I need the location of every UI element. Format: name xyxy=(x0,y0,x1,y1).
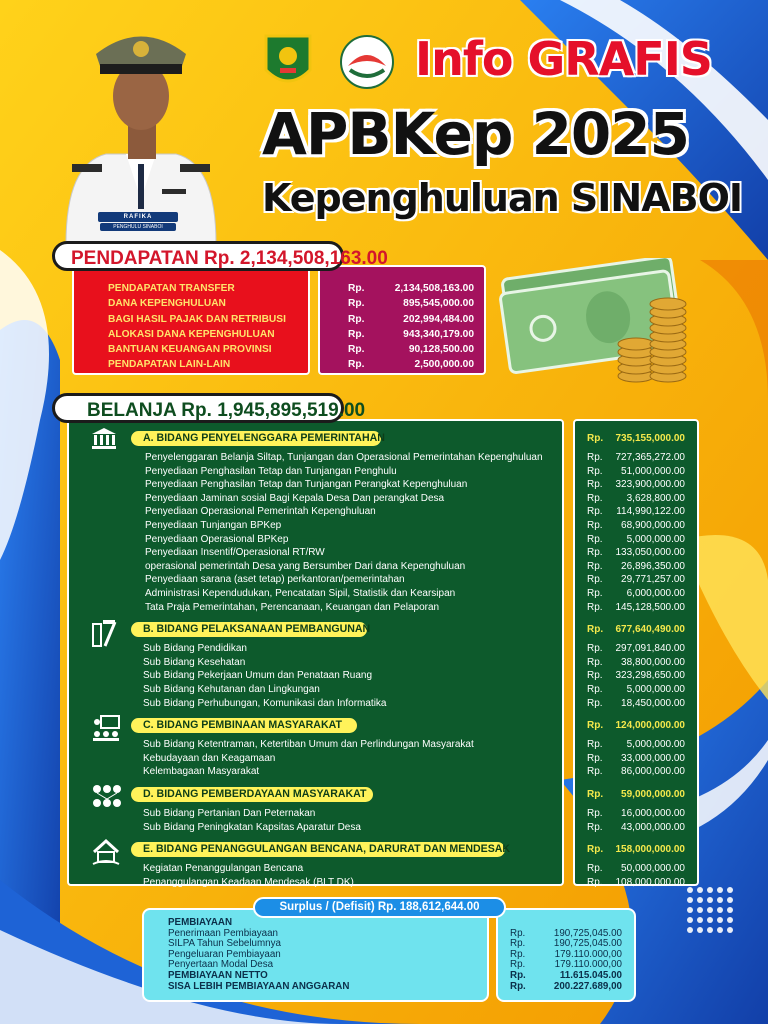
currency-label: Rp. xyxy=(587,560,603,572)
belanja-item-amount: 29,771,257.00 xyxy=(621,574,685,586)
pendapatan-item-label: ALOKASI DANA KEPENGHULUAN xyxy=(108,328,275,340)
belanja-item-amount: 5,000,000.00 xyxy=(626,533,685,545)
belanja-item-amount: 50,000,000.00 xyxy=(621,863,685,875)
pembiayaan-item-amount-row xyxy=(510,918,634,929)
belanja-item-label: Sub Bidang Pertanian Dan Peternakan xyxy=(143,808,316,819)
belanja-item-label: Sub Bidang Pendidikan xyxy=(143,643,247,655)
belanja-item-amount: 323,900,000.00 xyxy=(615,479,685,491)
pendapatan-item-amount: 895,545,000.00 xyxy=(403,298,474,310)
belanja-item-amount: 33,000,000.00 xyxy=(621,752,685,764)
money-illustration xyxy=(498,258,698,390)
pembiayaan-item-label: SILPA Tahun Sebelumnya xyxy=(168,938,281,950)
belanja-item-label: Sub Bidang Pekerjaan Umum dan Penataan Ruang xyxy=(143,670,373,682)
belanja-item-label: Administrasi Kependudukan, Pencatatan Sipil, Statistik dan Kearsipan xyxy=(145,588,456,599)
currency-label: Rp. xyxy=(587,452,603,463)
pembiayaan-labels-box xyxy=(142,908,489,1002)
currency-label: Rp. xyxy=(587,520,603,531)
currency-label: Rp. xyxy=(587,684,603,695)
pendapatan-item-amount-row xyxy=(348,281,484,296)
currency-label: Rp. xyxy=(587,739,603,751)
currency-label: Rp. xyxy=(510,959,526,971)
belanja-section-heading: E. BIDANG PENANGGULANGAN BENCANA, DARURAT DAN MENDESAK xyxy=(131,842,505,857)
belanja-item-label: Sub Bidang Kehutanan dan Lingkungan xyxy=(143,684,320,695)
page-subtitle: Kepenghuluan SINABOI xyxy=(262,176,743,220)
belanja-item-label: Penyediaan Operasional BPKep xyxy=(145,533,289,545)
regency-emblem-icon xyxy=(262,32,314,92)
belanja-item-amount: 16,000,000.00 xyxy=(621,808,685,819)
belanja-item-label: Tata Praja Pemerintahan, Perencanaan, Keuangan dan Pelaporan xyxy=(145,601,440,613)
belanja-item-label: Kebudayaan dan Keagamaan xyxy=(143,752,276,764)
pembiayaan-item-amount: 190,725,045.00 xyxy=(553,938,622,950)
pendapatan-item-amount: 943,340,179.00 xyxy=(403,328,474,340)
belanja-section-heading: B. BIDANG PELAKSANAAN PEMBANGUNAN xyxy=(131,622,367,637)
belanja-item-amount: 133,050,000.00 xyxy=(615,547,685,559)
pembiayaan-item-label: Pengeluaran Pembiayaan xyxy=(168,948,281,960)
belanja-section-heading: C. BIDANG PEMBINAAN MASYARAKAT xyxy=(131,718,357,733)
pendapatan-item-label: PENDAPATAN TRANSFER xyxy=(108,283,235,294)
belanja-section-total-amount: 677,640,490.00 xyxy=(615,624,685,636)
belanja-item-amount: 86,000,000.00 xyxy=(621,766,685,778)
currency-label: Rp. xyxy=(587,624,604,636)
currency-label: Rp. xyxy=(348,283,365,294)
currency-label: Rp. xyxy=(587,547,603,559)
pendapatan-heading: PENDAPATAN Rp. 2,134,508,163.00 xyxy=(52,241,344,271)
belanja-item-amount: 727,365,272.00 xyxy=(615,452,685,463)
belanja-item-amount: 323,298,650.00 xyxy=(615,670,685,682)
currency-label: Rp. xyxy=(587,506,603,518)
belanja-item-amount: 18,450,000.00 xyxy=(621,697,685,709)
page-title: APBKep 2025 xyxy=(262,100,690,168)
pembiayaan-item-label: Penyertaan Modal Desa xyxy=(168,959,274,971)
currency-label: Rp. xyxy=(587,533,603,545)
currency-label: Rp. xyxy=(587,643,603,655)
pembiayaan-item-label: SISA LEBIH PEMBIAYAAN ANGGARAN xyxy=(168,980,350,992)
pendapatan-item-amount-row xyxy=(348,327,484,342)
belanja-section-total-amount: 158,000,000.00 xyxy=(615,844,685,856)
currency-label: Rp. xyxy=(587,766,603,778)
belanja-item-amount: 297,091,840.00 xyxy=(615,643,685,655)
currency-label: Rp. xyxy=(510,948,526,960)
belanja-item-label: Sub Bidang Perhubungan, Komunikasi dan Informatika xyxy=(143,697,387,709)
pembiayaan-item-amount: 190,725,045.00 xyxy=(553,927,622,939)
belanja-item-amount: 43,000,000.00 xyxy=(621,821,685,833)
currency-label: Rp. xyxy=(587,670,603,682)
belanja-item-label: Penyelenggaran Belanja Siltap, Tunjangan dan Operasional Pemerintahan Kepenghuluan xyxy=(145,452,543,463)
currency-label: Rp. xyxy=(348,313,365,325)
currency-label: Rp. xyxy=(510,938,526,950)
belanja-item-amount: 38,800,000.00 xyxy=(621,656,685,668)
belanja-item-label: Penyediaan Insentif/Operasional RT/RW xyxy=(145,547,325,559)
belanja-item-amount: 6,000,000.00 xyxy=(626,588,685,599)
belanja-item-label: Sub Bidang Kesehatan xyxy=(143,656,246,668)
currency-label: Rp. xyxy=(348,298,365,310)
community-meeting-icon xyxy=(91,714,121,747)
pendapatan-item-label: BANTUAN KEUANGAN PROVINSI xyxy=(108,344,272,356)
official-role-badge: PENGHULU SINABOI xyxy=(100,223,176,231)
people-network-icon xyxy=(91,783,123,816)
pembiayaan-item-amount-row xyxy=(510,982,634,993)
belanja-section-total-amount: 59,000,000.00 xyxy=(621,789,685,800)
currency-label: Rp. xyxy=(587,752,603,764)
pendapatan-item-amount-row xyxy=(348,357,484,372)
belanja-item-amount: 114,990,122.00 xyxy=(616,506,685,518)
pendapatan-amounts-box xyxy=(318,265,486,375)
currency-label: Rp. xyxy=(587,720,604,732)
currency-label: Rp. xyxy=(510,969,526,981)
belanja-item-label: Penyediaan Penghasilan Tetap dan Tunjangan Penghulu xyxy=(145,465,397,477)
currency-label: Rp. xyxy=(587,433,604,444)
pembiayaan-item-label: PEMBIAYAAN xyxy=(168,917,233,928)
belanja-item-label: Sub Bidang Ketentraman, Ketertiban Umum dan Perlindungan Masyarakat xyxy=(143,739,474,751)
currency-label: Rp. xyxy=(587,789,604,800)
pembiayaan-item-amount: 200.227.689,00 xyxy=(553,980,622,992)
belanja-amounts-box xyxy=(573,419,699,886)
belanja-item-label: Penanggulangan Keadaan Mendesak (BLT DK) xyxy=(143,876,354,888)
belanja-item-amount: 145,128,500.00 xyxy=(615,601,685,613)
belanja-section-heading: A. BIDANG PENYELENGGARA PEMERINTAHAN xyxy=(131,431,381,446)
construction-icon xyxy=(91,618,117,653)
currency-label: Rp. xyxy=(510,927,526,939)
belanja-item-amount: 26,896,350.00 xyxy=(621,560,685,572)
ministry-logo-icon xyxy=(334,34,400,90)
currency-label: Rp. xyxy=(587,465,603,477)
belanja-item-label: Penyediaan Tunjangan BPKep xyxy=(145,520,282,531)
currency-label: Rp. xyxy=(587,574,603,586)
currency-label: Rp. xyxy=(348,328,365,340)
pendapatan-item-label: DANA KEPENGHULUAN xyxy=(108,298,226,310)
belanja-item-amount: 68,900,000.00 xyxy=(621,520,685,531)
currency-label: Rp. xyxy=(348,359,365,371)
belanja-item-amount: 3,628,800.00 xyxy=(626,492,685,504)
pendapatan-item-amount: 2,500,000.00 xyxy=(414,359,474,371)
pendapatan-item-label: PENDAPATAN LAIN-LAIN xyxy=(108,359,231,371)
belanja-heading: BELANJA Rp. 1,945,895,519.00 xyxy=(52,393,344,423)
info-grafis-label: Info GRAFIS xyxy=(415,32,712,86)
currency-label: Rp. xyxy=(587,808,603,819)
belanja-item-label: Penyediaan Penghasilan Tetap dan Tunjangan Perangkat Kepenghuluan xyxy=(145,479,468,491)
pembiayaan-amounts-box xyxy=(496,908,636,1002)
belanja-item-label: Penyediaan Jaminan sosial Bagi Kepala Desa Dan perangkat Desa xyxy=(145,492,445,504)
pendapatan-item-amount: 2,134,508,163.00 xyxy=(394,283,474,294)
belanja-section-heading: D. BIDANG PEMBERDAYAAN MASYARAKAT xyxy=(131,787,373,802)
currency-label: Rp. xyxy=(587,697,603,709)
pembiayaan-item-amount: 179.110.000,00 xyxy=(554,959,622,971)
pembiayaan-item-amount: 11.615.045.00 xyxy=(559,969,622,981)
currency-label: Rp. xyxy=(587,492,603,504)
belanja-item-amount: 5,000,000.00 xyxy=(626,684,685,695)
belanja-item-amount: 108,000,000.00 xyxy=(615,876,685,888)
official-name-badge: RAFIKA xyxy=(98,212,178,222)
currency-label: Rp. xyxy=(587,863,603,875)
surplus-defisit-badge: Surplus / (Defisit) Rp. 188,612,644.00 xyxy=(253,897,506,918)
belanja-item-label: Kelembagaan Masyarakat xyxy=(143,766,260,778)
currency-label: Rp. xyxy=(587,844,604,856)
belanja-item-label: Kegiatan Penanggulangan Bencana xyxy=(143,863,304,875)
pendapatan-item-amount-row xyxy=(348,312,484,327)
currency-label: Rp. xyxy=(587,601,603,613)
belanja-item-amount: 5,000,000.00 xyxy=(626,739,685,751)
pendapatan-item-amount-row xyxy=(348,296,484,311)
disaster-house-icon xyxy=(91,838,121,871)
pembiayaan-item-amount-row xyxy=(510,971,634,982)
belanja-item-label: Penyediaan sarana (aset tetap) perkantoran/pemerintahan xyxy=(145,574,405,586)
government-building-icon xyxy=(91,427,117,454)
pembiayaan-item-amount: 179.110.000,00 xyxy=(554,948,622,960)
pendapatan-item-label: BAGI HASIL PAJAK DAN RETRIBUSI xyxy=(108,313,286,325)
pembiayaan-item-label: PEMBIAYAAN NETTO xyxy=(168,969,268,981)
pembiayaan-item-label: Penerimaan Pembiayaan xyxy=(168,927,279,939)
currency-label: Rp. xyxy=(587,656,603,668)
belanja-section-total-amount: 735,155,000.00 xyxy=(615,433,685,444)
currency-label: Rp. xyxy=(510,980,526,992)
currency-label: Rp. xyxy=(587,821,603,833)
pendapatan-item-amount: 90,128,500.00 xyxy=(408,344,474,356)
belanja-item-label: Penyediaan Operasional Pemerintah Kepenghuluan xyxy=(145,506,376,518)
pendapatan-labels-box xyxy=(72,265,310,375)
belanja-section-total-amount: 124,000,000.00 xyxy=(615,720,685,732)
belanja-details-box xyxy=(67,419,564,886)
currency-label: Rp. xyxy=(587,588,603,599)
currency-label: Rp. xyxy=(587,479,603,491)
belanja-item-label: Sub Bidang Peningkatan Kapsitas Aparatur Desa xyxy=(143,821,361,833)
currency-label: Rp. xyxy=(348,344,365,356)
pendapatan-item-amount-row xyxy=(348,342,484,357)
belanja-item-label: operasional pemerintah Desa yang Bersumber Dari dana Kepenghuluan xyxy=(145,560,466,572)
official-portrait xyxy=(56,14,226,244)
pendapatan-item-amount: 202,994,484.00 xyxy=(403,313,474,325)
currency-label: Rp. xyxy=(587,876,603,888)
belanja-item-amount: 51,000,000.00 xyxy=(621,465,685,477)
